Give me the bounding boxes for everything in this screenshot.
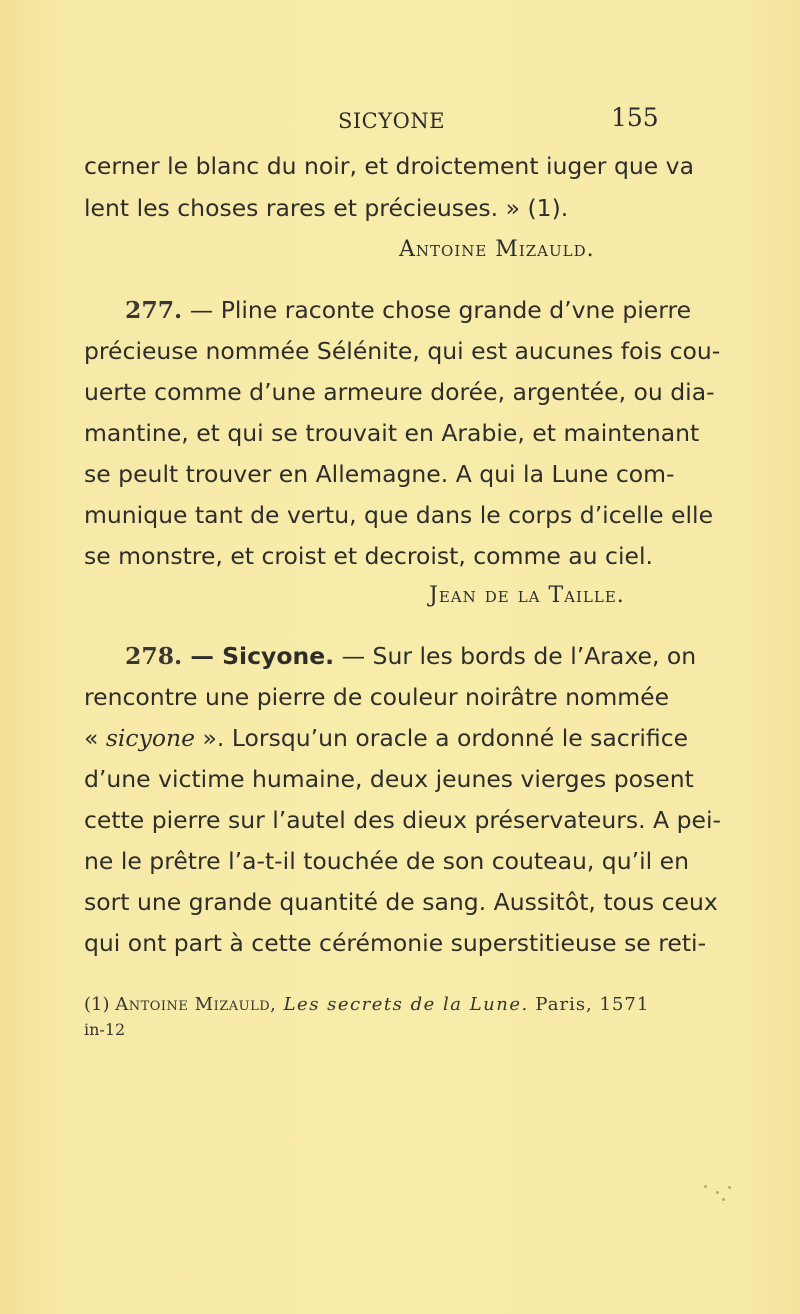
text-line: cette pierre sur l’autel des dieux préservateurs. A pei- [84, 806, 721, 834]
text-line: qui ont part à cette cérémonie superstitieuse se reti- [84, 929, 707, 957]
text-line: rencontre une pierre de couleur noirâtre nommée [84, 683, 670, 711]
entry-title: — Sicyone. [182, 642, 335, 670]
text-span: « [84, 724, 106, 752]
paper-speck [716, 1191, 719, 1194]
footnote-title: Les secrets de la Lune. [276, 994, 529, 1015]
paragraph-278-first-line [125, 640, 696, 672]
text-line: lent les choses rares et précieuses. » (1). [84, 194, 569, 222]
entry-number: 278. [125, 642, 183, 670]
footnote-line [84, 994, 649, 1015]
paragraph-277-first-line [125, 294, 691, 326]
paper-speck [704, 1185, 707, 1188]
footnote-marker: (1) [84, 994, 116, 1015]
entry-number: 277. [125, 296, 183, 324]
running-title: SICYONE [338, 109, 446, 133]
text-line-with-italic [84, 722, 688, 754]
text-span: — Pline raconte chose grande d’vne pierre [182, 296, 692, 324]
italic-term: sicyone [105, 724, 196, 752]
text-line: sort une grande quantité de sang. Aussitôt, tous ceux [84, 888, 718, 916]
text-line: se peult trouver en Allemagne. A qui la Lune com- [84, 460, 675, 488]
text-line: ne le prêtre l’a-t-il touchée de son couteau, qu’il en [84, 847, 689, 875]
text-line: d’une victime humaine, deux jeunes vierges posent [84, 765, 694, 793]
paper-speck [728, 1186, 731, 1189]
text-line: se monstre, et croist et decroist, comme au ciel. [84, 542, 653, 570]
signature-mizauld: Antoine Mizauld. [399, 237, 595, 262]
footnote-format: in-12 [84, 1020, 126, 1039]
text-line: munique tant de vertu, que dans le corps d’icelle elle [84, 501, 714, 529]
text-line: mantine, et qui se trouvait en Arabie, et maintenant [84, 419, 700, 447]
text-line: uerte comme d’une armeure dorée, argentée, ou dia- [84, 378, 715, 406]
page-header [0, 103, 800, 143]
text-line: cerner le blanc du noir, et droictement iuger que va [84, 152, 694, 180]
signature-taille: Jean de la Taille. [429, 583, 625, 608]
text-line: précieuse nommée Sélénite, qui est aucunes fois cou- [84, 337, 721, 365]
footnote-place: Paris, 1571 [528, 994, 650, 1015]
footnote-author: Antoine Mizauld, [115, 994, 277, 1015]
text-span: — Sur les bords de l’Araxe, on [334, 642, 697, 670]
paper-speck [722, 1198, 725, 1201]
text-span: ». Lorsqu’un oracle a ordonné le sacrifice [195, 724, 689, 752]
page-number: 155 [611, 103, 659, 132]
